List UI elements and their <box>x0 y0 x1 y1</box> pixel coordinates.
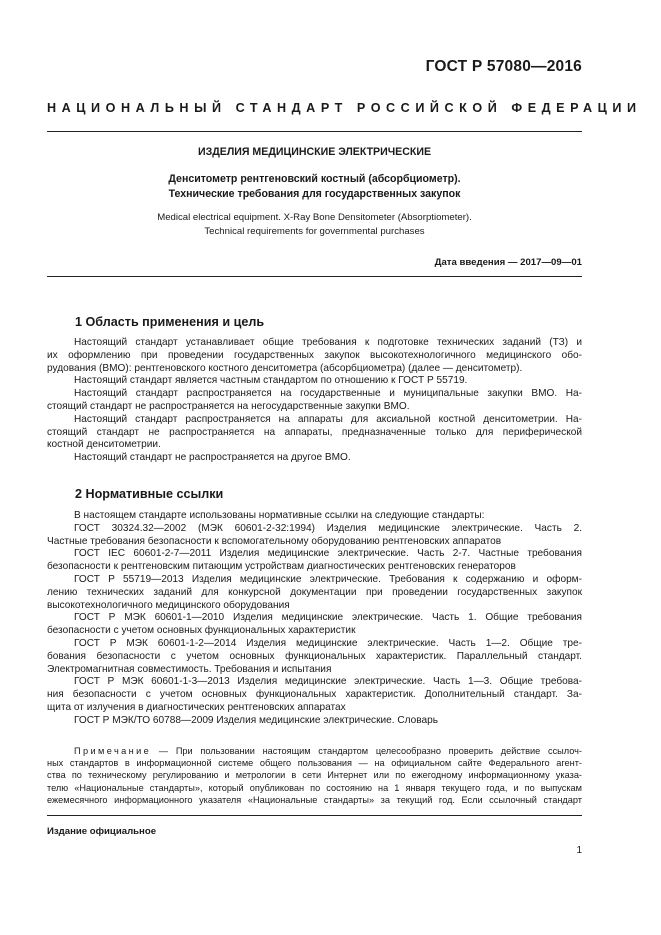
text-line: их оформлению при проведении государственных закупок высокотехнологичного медицинского обо- <box>47 349 582 361</box>
gost-number: ГОСТ Р 57080—2016 <box>425 58 582 75</box>
title-rule <box>47 276 582 277</box>
english-title-line: Technical requirements for governmental purchases <box>204 225 425 237</box>
text-line: В настоящем стандарте использованы нормативные ссылки на следующие стандарты: <box>74 510 485 521</box>
note-block <box>47 745 582 806</box>
subtitle-line: Денситометр рентгеновский костный (абсорбциометр). <box>168 173 461 185</box>
text-line: бования безопасности с учетом основных функциональных характеристик. Параллельный стандарт. <box>47 650 582 662</box>
text-line: ГОСТ Р МЭК 60601-1-2—2014 Изделия медицинские электрические. Часть 1—2. Общие тре- <box>74 637 582 649</box>
national-standard-title: НАЦИОНАЛЬНЫЙ СТАНДАРТ РОССИЙСКОЙ ФЕДЕРАЦИИ <box>47 101 642 115</box>
document-subtitle <box>47 172 582 201</box>
note-text: — При пользовании настоящим стандартом целесообразно проверить действие ссылоч- <box>151 746 582 756</box>
text-line: ния безопасности с учетом основных функциональных характеристик. Дополнительный стандарт. За- <box>47 689 582 701</box>
text-line: Настоящий стандарт распространяется на аппараты для аксиальной костной денситометрии. На- <box>74 413 582 425</box>
note-line: телю «Национальные стандарты», который опубликован по состоянию на 1 января текущего года, и по выпускам <box>47 782 582 793</box>
text-line: ГОСТ Р 55719—2013 Изделия медицинские электрические. Требования к содержанию и оформ- <box>74 573 582 585</box>
text-line: лению технических заданий для конкурсной документации при проведении государственных закупок <box>47 586 582 598</box>
section-1-heading: 1 Область применения и цель <box>75 315 265 329</box>
text-line: Настоящий стандарт устанавливает общие требования к подготовке технических заданий (ТЗ) и <box>74 337 582 348</box>
text-line: высокотехнологичного медицинского оборудования <box>47 599 290 611</box>
text-line: безопасности с учетом основных функциональных характеристик <box>47 625 356 637</box>
section-2-body <box>47 510 582 728</box>
header-rule <box>47 131 582 132</box>
document-title: ИЗДЕЛИЯ МЕДИЦИНСКИЕ ЭЛЕКТРИЧЕСКИЕ <box>197 146 432 158</box>
text-line: костной денситометрии. <box>47 439 161 451</box>
note-label: Примечание <box>74 746 152 756</box>
english-title-line: Medical electrical equipment. X-Ray Bone Densitometer (Absorptiometer). <box>157 212 472 223</box>
text-line: Частные требования безопасности к вспомогательному оборудованию рентгеновских аппаратов <box>47 535 502 547</box>
text-line: рудования (ВМО): рентгеновского костного денситометра (абсорбциометра) (далее — денситометр). <box>47 362 523 374</box>
text-line: ГОСТ Р МЭК/ТО 60788—2009 Изделия медицинские электрические. Словарь <box>74 714 439 726</box>
text-line: щита от излучения в диагностических рентгеновских аппаратах <box>47 701 346 713</box>
footer-rule <box>47 815 582 816</box>
section-1-body <box>47 337 582 465</box>
page-number: 1 <box>576 845 582 856</box>
text-line: Электромагнитная совместимость. Требования и испытания <box>47 663 332 675</box>
text-line: Настоящий стандарт не распространяется на другое ВМО. <box>74 452 351 464</box>
english-title <box>47 211 582 238</box>
text-line: Настоящий стандарт является частным стандартом по отношению к ГОСТ Р 55719. <box>74 375 468 387</box>
text-line: стоящий стандарт не распространяется на негосударственные закупки ВМО. <box>47 400 410 412</box>
text-line: безопасности к рентгеновским питающим устройствам диагностических рентгеновских генераторов <box>47 561 516 573</box>
text-line: ГОСТ Р МЭК 60601-1-3—2013 Изделия медицинские электрические. Часть 1—3. Общие требова- <box>74 676 582 688</box>
note-line: ных стандартов в информационной системе общего пользования — на официальном сайте Федерального агент- <box>47 758 582 769</box>
text-line: ГОСТ Р МЭК 60601-1—2010 Изделия медицинские электрические. Часть 1. Общие требования <box>74 612 582 624</box>
introduction-date: Дата введения — 2017—09—01 <box>434 257 582 268</box>
note-line: ства по техническому регулированию и метрологии в сети Интернет или по ежегодному информационному указа- <box>47 770 582 781</box>
text-line: ГОСТ 30324.32—2002 (МЭК 60601-2-32:1994) Изделия медицинские электрические. Часть 2. <box>74 522 582 534</box>
text-line: стоящий стандарт не распространяется на аппараты, предназначенные только для периферической <box>47 426 582 438</box>
text-line: ГОСТ IEC 60601-2-7—2011 Изделия медицинские электрические. Часть 2-7. Частные требования <box>74 548 582 560</box>
section-2-heading: 2 Нормативные ссылки <box>75 487 224 501</box>
note-line <box>47 745 582 757</box>
text-line: Настоящий стандарт распространяется на государственные и муниципальные закупки ВМО. На- <box>74 388 582 400</box>
official-edition-label: Издание официальное <box>47 826 157 837</box>
note-line: ежемесячного информационного указателя «Национальные стандарты» за текущий год. Если ссылочный стандарт <box>47 794 582 805</box>
subtitle-line: Технические требования для государственных закупок <box>168 187 461 200</box>
